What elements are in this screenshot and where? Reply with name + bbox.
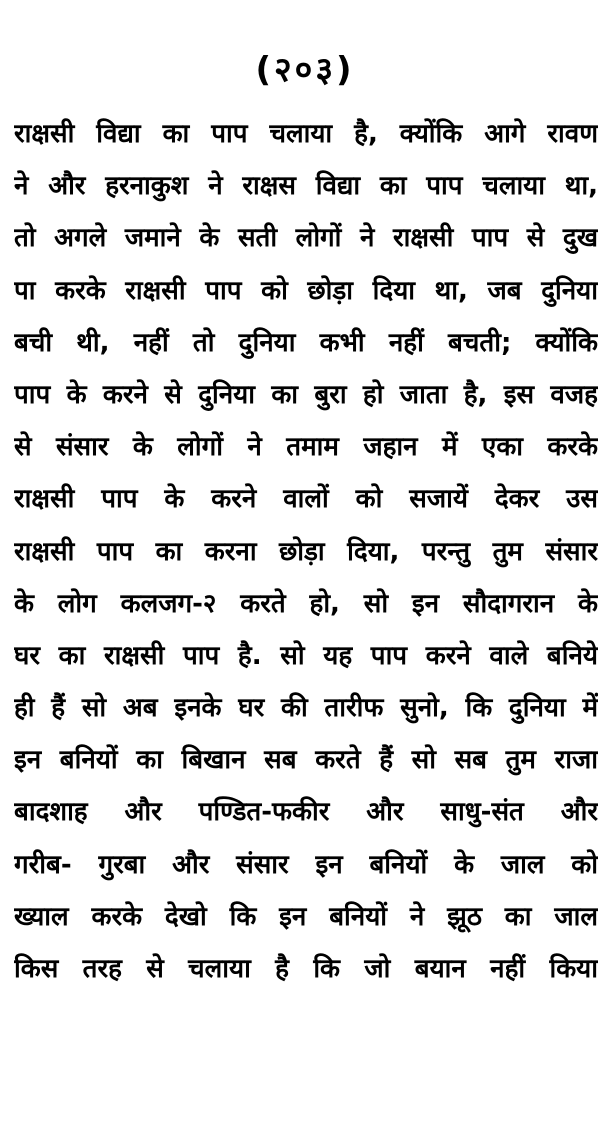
text-line-15: गरीब- गुरबा और संसार इन बनियों के जाल को bbox=[14, 849, 598, 880]
text-line-13: इन बनियों का बिखान सब करते हैं सो सब तुम राजा bbox=[14, 745, 598, 776]
page-number: (२०३) bbox=[255, 50, 355, 90]
body-text bbox=[14, 108, 598, 995]
text-line-5: बची थी, नहीं तो दुनिया कभी नहीं बचती; क्योंकि bbox=[14, 327, 598, 358]
text-line-8: राक्षसी पाप के करने वालों को सजायें देकर उस bbox=[14, 484, 598, 515]
text-line-9: राक्षसी पाप का करना छोड़ा दिया, परन्तु तुम संसार bbox=[14, 536, 598, 567]
text-line-10: के लोग कलजग-२ करते हो, सो इन सौदागरान के bbox=[14, 588, 598, 619]
text-line-2: ने और हरनाकुश ने राक्षस विद्या का पाप चलाया था, bbox=[14, 171, 598, 202]
text-line-7: से संसार के लोगों ने तमाम जहान में एका करके bbox=[14, 432, 598, 463]
text-line-11: घर का राक्षसी पाप है. सो यह पाप करने वाले बनिये bbox=[14, 640, 598, 671]
text-line-1: राक्षसी विद्या का पाप चलाया है, क्योंकि आगे रावण bbox=[14, 119, 598, 149]
text-line-6: पाप के करने से दुनिया का बुरा हो जाता है, इस वजह bbox=[14, 379, 598, 410]
text-line-4: पा करके राक्षसी पाप को छोड़ा दिया था, जब दुनिया bbox=[14, 275, 598, 306]
text-line-3: तो अगले जमाने के सती लोगों ने राक्षसी पाप से दुख bbox=[14, 223, 598, 254]
text-line-14: बादशाह और पण्डित-फकीर और साधु-संत और bbox=[14, 797, 598, 828]
text-line-16: ख्याल करके देखो कि इन बनियों ने झूठ का जाल bbox=[14, 901, 598, 932]
text-line-12: ही हैं सो अब इनके घर की तारीफ सुनो, कि दुनिया में bbox=[14, 693, 598, 724]
text-line-17: किस तरह से चलाया है कि जो बयान नहीं किया bbox=[14, 954, 598, 984]
